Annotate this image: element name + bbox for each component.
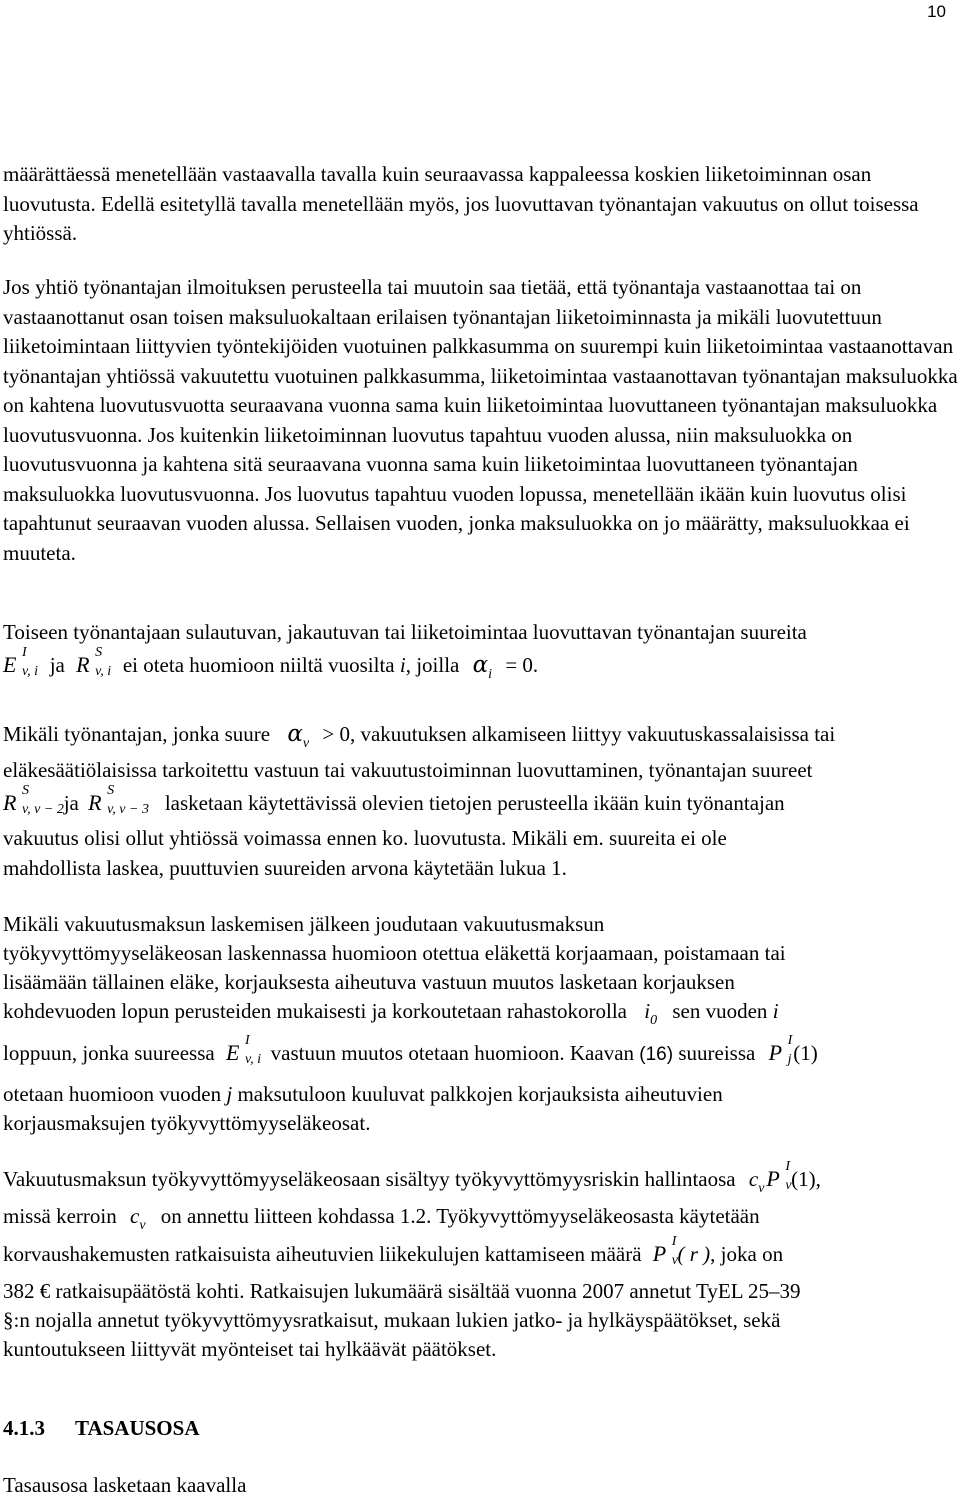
paragraph-riskmgmt-line1: Vakuutusmaksun työkyvyttömyyseläkeosaan sisältyy työkyvyttömyysriskin hallintaosa $c_vP$ I v (1), (3, 1159, 821, 1196)
paragraph-merger-line2: E I v, i ja R S v, i ei oteta huomioon niiltä vuosilta i, joilla $\alpha_i = 0$. (3, 645, 539, 682)
paragraph-intro: määrättäessä menetellään vastaavalla tavalla kuin seuraavassa kappaleessa koskien liiketoiminnan osan luovutusta. Edellä esitetyllä tavalla menetellään myös, jos luovuttavan työnantajan vakuutus on ollut toisessa yhtiössä. (3, 162, 919, 245)
math-alpha-i: α (472, 652, 489, 678)
math-E-vi: E I v, i (3, 645, 39, 679)
paragraph-correction-line1: Mikäli vakuutusmaksun laskemisen jälkeen joudutaan vakuutusmaksun (3, 912, 605, 936)
paragraph-pension-line2: eläkesäätiölaisissa tarkoitettu vastuun tai vakuutustoiminnan luovuttaminen, työnantajan suureet (3, 758, 813, 782)
section-number: 4.1.3 (3, 1416, 45, 1440)
paragraph-merger-line1: Toiseen työnantajaan sulautuvan, jakautuvan tai liiketoimintaa luovuttavan työnantajan suureita (3, 620, 807, 644)
paragraph-correction-line3: lisäämään tällainen eläke, korjauksesta aiheutuva vastuun muutos lasketaan korjauksen (3, 970, 735, 994)
section-title: TASAUSOSA (75, 1416, 200, 1440)
section-heading (3, 1416, 199, 1441)
paragraph-correction-line7: korjausmaksujen työkyvyttömyyseläkeosat. (3, 1111, 371, 1135)
paragraph-pension-line1: Mikäli työnantajan, jonka suure $\alpha_v > 0$, vakuutuksen alkamiseen liittyy vakuutuskassalaisissa tai (3, 721, 836, 751)
paragraph-correction-line4: kohdevuoden lopun perusteiden mukaisesti ja korkoutetaan rahastokorolla $i_0$ sen vuoden i (3, 999, 779, 1028)
paragraph-riskmgmt-line5: §:n nojalla annetut työkyvyttömyysratkaisut, mukaan lukien jatko- ja hylkäyspäätökset, sekä (3, 1308, 781, 1332)
paragraph-correction-line2: työkyvyttömyyseläkeosan laskennassa huomioon otettua eläkettä korjaamaan, poistamaan tai (3, 941, 786, 965)
paragraph-riskmgmt-line3: korvaushakemusten ratkaisuista aiheutuvien liikekulujen kattamiseen määrä P I v ( r ), joka on (3, 1234, 784, 1268)
math-P-j: P I j (768, 1033, 793, 1067)
formula-reference: (16) (639, 1044, 674, 1065)
paragraph-riskmgmt-line2: missä kerroin $c_v$ on annettu liitteen kohdassa 1.2. Työkyvyttömyyseläkeosasta käytetään (3, 1204, 760, 1233)
math-R-v3: R S v, v − 3 (88, 783, 149, 817)
paragraph-transfer: Jos yhtiö työnantajan ilmoituksen perusteella tai muutoin saa tietää, että työnantaja vastaanottaa tai on vastaanottanut osan toisen maksuluokaltaan erilaisen työnantajan liiketoiminnasta ja mikäli luovutettuun liiketoimintaan liittyvien työntekijöiden vuotuinen palkkasumma on suurempi kuin liiketoimintaa vastaanottavan työnantajan yhtiössä vakuutettu vuotuinen palkkasumma, liiketoimintaa vastaanottavan työnantajan maksuluokka on kahtena luovutusvuotta seuraavana vuonna sama kuin liiketoimintaa luovuttaneen työnantajan maksuluokka luovutusvuonna. Jos kuitenkin liiketoiminnan luovutus tapahtuu vuoden alussa, niin maksuluokka on luovutusvuonna ja kahtena sitä seuraavana vuonna sama kuin liiketoimintaa luovuttaneen työnantajan maksuluokka luovutusvuonna. Jos luovutus tapahtuu vuoden lopussa, menetellään ikään kuin luovutus olisi tapahtunut seuraavan vuoden alussa. Sellaisen vuoden, jonka maksuluokka on jo määrätty, maksuluokkaa ei muuteta. (3, 275, 958, 565)
paragraph-formula-intro: Tasausosa lasketaan kaavalla (3, 1473, 247, 1497)
paragraph-pension-line5: mahdollista laskea, puuttuvien suureiden arvona käytetään lukua 1. (3, 856, 567, 880)
paragraph-correction-line5: loppuun, jonka suureessa E I v, i vastuun muutos otetaan huomioon. Kaavan (16) suureissa P I j (1) (3, 1033, 818, 1067)
page-number: 10 (927, 2, 946, 21)
paragraph-riskmgmt-line6: kuntoutukseen liittyvät myönteiset tai hylkäävät päätökset. (3, 1337, 497, 1361)
paragraph-correction-line6: otetaan huomioon vuoden j maksutuloon kuuluvat palkkojen korjauksista aiheutuvien (3, 1082, 723, 1106)
math-P-v: P I v (766, 1159, 792, 1193)
paragraph-pension-line3: R S v, v − 2 ja R S v, v − 3 lasketaan käytettävissä olevien tietojen perusteella ikään kuin työnantajan (3, 783, 785, 817)
math-R-v2: R S v, v − 2 (3, 783, 64, 817)
math-P-v-r: P I v (652, 1234, 679, 1268)
math-E-vi-2: E I v, i (225, 1033, 262, 1067)
paragraph-riskmgmt-line4: 382 € ratkaisupäätöstä kohti. Ratkaisujen lukumäärä sisältää vuonna 2007 annetut TyEL 25–39 (3, 1279, 801, 1303)
paragraph-pension-line4: vakuutus olisi ollut yhtiössä voimassa ennen ko. luovutusta. Mikäli em. suureita ei ole (3, 826, 727, 850)
math-R-vi: R S v, i (76, 645, 112, 679)
